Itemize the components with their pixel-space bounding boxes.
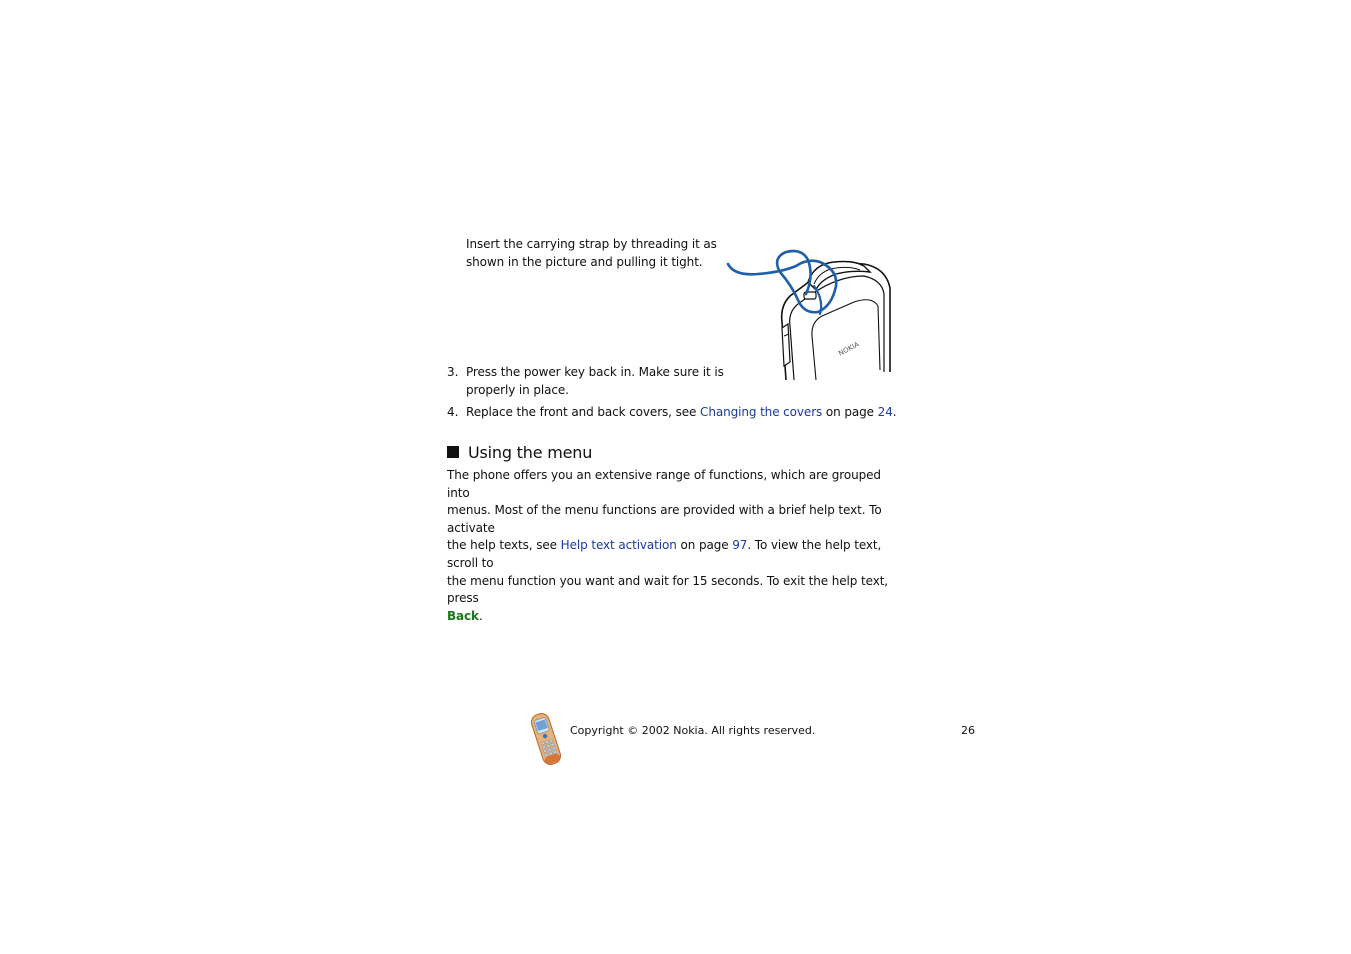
copyright-text: Copyright © 2002 Nokia. All rights reserved. bbox=[570, 724, 816, 737]
help-text-activation-link[interactable]: Help text activation bbox=[560, 538, 677, 553]
paragraph-line-3-before: the help texts, see bbox=[447, 538, 561, 553]
paragraph-end: . bbox=[478, 608, 483, 623]
page-number: 26 bbox=[961, 724, 975, 737]
heading-square-icon bbox=[447, 446, 459, 458]
phone-thumbnail-icon bbox=[526, 710, 566, 768]
paragraph-line-4: the menu function you want and wait for 15 seconds. To exit the help text, press bbox=[447, 573, 889, 606]
back-softkey: Back bbox=[447, 608, 479, 623]
intro-line-1: Insert the carrying strap by threading it as bbox=[466, 237, 717, 251]
intro-line-2: shown in the picture and pulling it tight. bbox=[466, 255, 703, 269]
carrying-strap-illustration bbox=[724, 244, 896, 384]
step-4-text-after: . bbox=[892, 405, 897, 419]
brand-text: NOKIA bbox=[837, 340, 861, 358]
step-3-line-2: properly in place. bbox=[466, 383, 569, 397]
section-heading bbox=[447, 441, 592, 463]
section-paragraph bbox=[447, 467, 907, 625]
paragraph-line-5 bbox=[447, 608, 907, 626]
paragraph-line-3-middle: on page bbox=[676, 538, 733, 553]
page-97-link[interactable]: 97 bbox=[732, 538, 748, 553]
step-3-line-1: Press the power key back in. Make sure it is bbox=[466, 365, 724, 379]
step-4-number: 4. bbox=[447, 405, 459, 419]
step-4-text-before: Replace the front and back covers, see bbox=[466, 405, 701, 419]
step-4-text-middle: on page bbox=[822, 405, 878, 419]
step-3-number: 3. bbox=[447, 365, 459, 379]
changing-the-covers-link[interactable]: Changing the covers bbox=[700, 405, 823, 419]
step-4-text bbox=[466, 404, 896, 422]
paragraph-line-3-after: . To view the help text, scroll to bbox=[447, 538, 882, 570]
paragraph-line-1: The phone offers you an extensive range of functions, which are grouped into bbox=[447, 468, 881, 500]
page-24-link[interactable]: 24 bbox=[877, 405, 893, 419]
paragraph-line-2: menus. Most of the menu functions are provided with a brief help text. To activate bbox=[447, 503, 882, 535]
section-title: Using the menu bbox=[468, 442, 593, 462]
paragraph-line-3 bbox=[447, 537, 907, 572]
